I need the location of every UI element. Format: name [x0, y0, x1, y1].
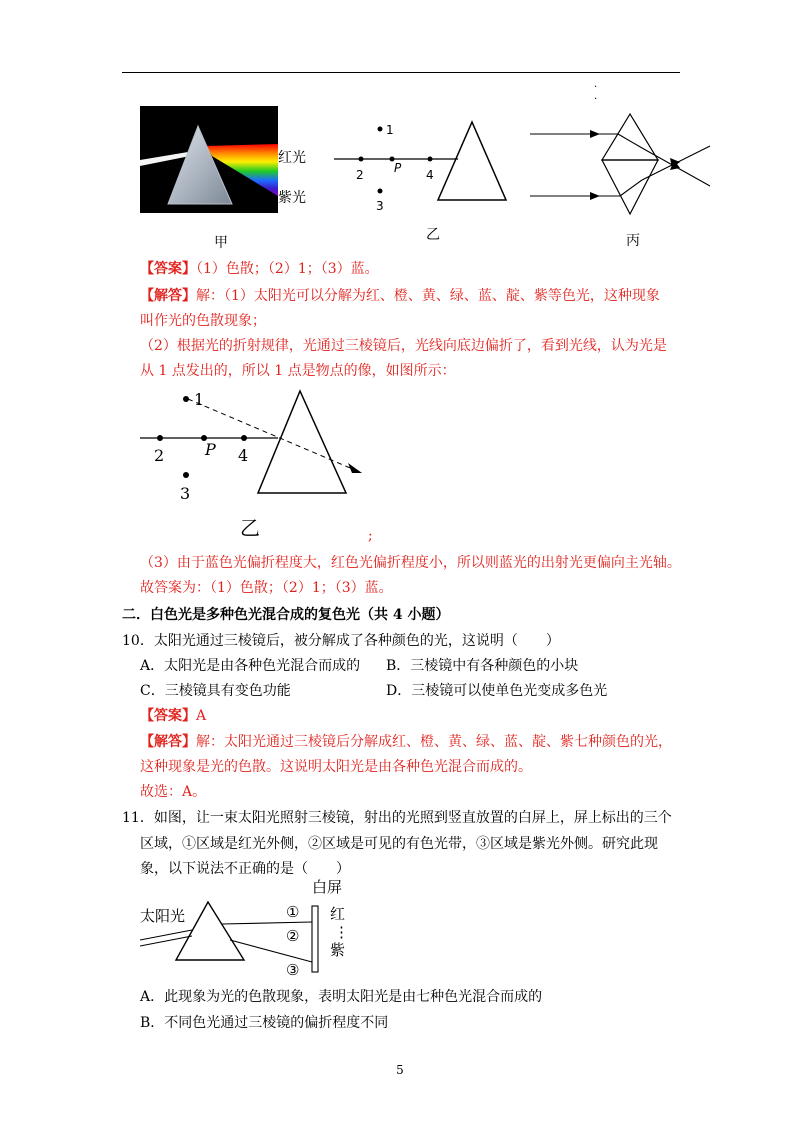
figure-jia-caption: 甲 — [214, 235, 228, 251]
answer-figure-trailing: ; — [368, 528, 373, 544]
answer-label-p: P — [205, 440, 216, 459]
red-light-label: 红光 — [278, 150, 306, 166]
figure-bing-caption: 丙 — [626, 233, 640, 249]
answer-point-2 — [157, 435, 163, 441]
section2-title: 二．白色光是多种色光混合成的复色光（共 4 小题） — [122, 607, 450, 623]
figure-jia — [140, 106, 278, 213]
screen-red-label: 红 — [330, 905, 346, 923]
prism-diagram-answer — [140, 385, 380, 535]
q9-answer — [140, 259, 379, 279]
violet-light-label: 紫光 — [278, 190, 306, 206]
page-number: 5 — [396, 1063, 404, 1077]
answer-label-3: 3 — [180, 484, 191, 503]
q9-analysis-line5: （3）由于蓝色光偏折程度大，红色光偏折程度小，所以则蓝光的出射光更偏向主光轴。 — [140, 555, 681, 571]
sun-label: 太阳光 — [140, 907, 186, 925]
q10-option-d: D．三棱镜可以使单色光变成多色光 — [386, 683, 608, 699]
label-4: 4 — [426, 168, 434, 182]
analysis-text: 解：太阳光通过三棱镜后分解成红、橙、黄、绿、蓝、靛、紫七种颜色的光， — [196, 734, 672, 750]
answer-point-1 — [183, 396, 189, 402]
q9-analysis-line4: 从 1 点发出的，所以 1 点是物点的像，如图所示： — [140, 363, 456, 379]
region-3-label: ③ — [286, 961, 300, 979]
q10-option-b: B．三棱镜中有各种颜色的小块 — [386, 658, 579, 674]
answer-text: （1）色散；（2）1；（3）蓝。 — [196, 261, 379, 277]
figure-bing — [530, 110, 715, 220]
screen-label: 白屏 — [312, 878, 343, 896]
region-1-label: ① — [286, 903, 300, 921]
point-4 — [428, 157, 433, 162]
answer-label-1: 1 — [194, 390, 205, 409]
header-rule — [122, 72, 680, 73]
figure-yi-answer — [140, 385, 380, 535]
prism-diagram-bing — [530, 110, 715, 220]
screen-dots: ⋮ — [334, 923, 349, 941]
q11-option-b: B．不同色光通过三棱镜的偏折程度不同 — [140, 1015, 389, 1031]
analysis-tag: 【解答】 — [140, 734, 196, 750]
q10-analysis-line1 — [140, 732, 672, 752]
corner-mark: · · — [594, 82, 598, 105]
region-2-label: ② — [286, 927, 300, 945]
q10-analysis-line2: 这种现象是光的色散。这说明太阳光是由各种色光混合而成的。 — [140, 759, 532, 775]
point-2 — [359, 157, 364, 162]
q9-analysis-line3: （2）根据光的折射规律，光通过三棱镜后，光线向底边偏折了，看到光线，认为光是 — [140, 338, 667, 354]
q10-option-c: C．三棱镜具有变色功能 — [140, 683, 291, 699]
q10-choice: 故选：A。 — [140, 784, 207, 800]
answer-tag: 【答案】 — [140, 261, 196, 277]
answer-label-4: 4 — [238, 446, 249, 465]
label-2: 2 — [356, 168, 364, 182]
label-p: P — [394, 161, 402, 175]
q11-option-a: A．此现象为光的色散现象，表明太阳光是由七种色光混合而成的 — [140, 989, 543, 1005]
analysis-text: 解：（1）太阳光可以分解为红、橙、黄、绿、蓝、靛、紫等色光，这种现象 — [196, 288, 660, 304]
q10-answer — [140, 706, 206, 726]
q10-stem: 10．太阳光通过三棱镜后，被分解成了各种颜色的光，这说明（ ） — [122, 633, 560, 649]
screen-violet-label: 紫 — [330, 941, 346, 959]
q11-stem-line2: 区域，①区域是红光外侧，②区域是可见的有色光带，③区域是紫光外侧。研究此现 — [140, 836, 658, 852]
q10-option-a: A．太阳光是由各种色光混合而成的 — [140, 658, 361, 674]
answer-point-3 — [183, 472, 189, 478]
figure-yi-answer-caption: 乙 — [240, 516, 260, 540]
q11-stem-line3: 象，以下说法不正确的是（ ） — [140, 861, 350, 877]
q9-analysis-line2: 叫作光的色散现象； — [140, 313, 266, 329]
answer-tag: 【答案】 — [140, 708, 196, 724]
label-3: 3 — [376, 199, 384, 213]
label-1: 1 — [386, 123, 394, 137]
answer-text: A — [196, 708, 207, 724]
answer-label-2: 2 — [154, 446, 165, 465]
analysis-tag: 【解答】 — [140, 288, 196, 304]
prism-photo — [140, 106, 278, 213]
answer-point-4 — [241, 435, 247, 441]
q9-analysis-line1 — [140, 286, 660, 306]
q9-final: 故答案为：（1）色散；（2）1；（3）蓝。 — [140, 580, 393, 596]
q11-stem-line1: 11．如图，让一束太阳光照射三棱镜，射出的光照到竖直放置的白屏上，屏上标出的三个 — [122, 810, 672, 826]
point-3 — [378, 189, 383, 194]
point-1 — [378, 127, 383, 132]
figure-yi-caption: 乙 — [426, 227, 440, 243]
